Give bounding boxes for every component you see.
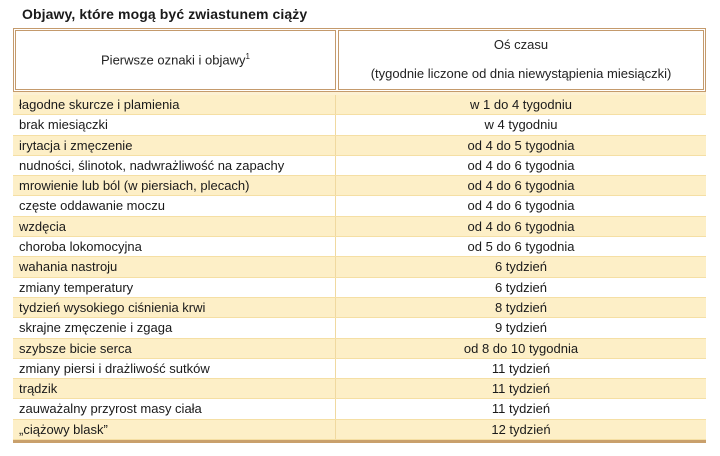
symptom-cell: brak miesiączki bbox=[13, 115, 336, 134]
timeline-cell: od 4 do 6 tygodnia bbox=[467, 218, 575, 234]
table-row bbox=[13, 237, 706, 257]
timeline-cell: od 4 do 6 tygodnia bbox=[467, 198, 575, 214]
timeline-cell: 6 tydzień bbox=[494, 259, 548, 275]
header-timeline-title: Oś czasu bbox=[493, 37, 549, 52]
timeline-cell: od 4 do 5 tygodnia bbox=[467, 137, 575, 153]
table-row bbox=[13, 257, 706, 277]
table-row bbox=[13, 156, 706, 176]
timeline-cell: 11 tydzień bbox=[491, 360, 551, 376]
timeline-cell: 11 tydzień bbox=[491, 401, 551, 417]
symptom-cell: choroba lokomocyjna bbox=[13, 237, 336, 256]
footnote-marker: 1 bbox=[245, 52, 250, 62]
table-row bbox=[13, 95, 706, 115]
timeline-cell: od 4 do 6 tygodnia bbox=[467, 157, 575, 173]
table-header bbox=[13, 28, 706, 92]
table-row bbox=[13, 196, 706, 216]
timeline-cell: 6 tydzień bbox=[494, 279, 548, 295]
symptom-cell: „ciążowy blask” bbox=[13, 420, 336, 439]
symptom-cell: tydzień wysokiego ciśnienia krwi bbox=[13, 298, 336, 317]
timeline-cell: 11 tydzień bbox=[491, 381, 551, 397]
table-body bbox=[13, 95, 706, 443]
symptom-cell: nudności, ślinotok, nadwrażliwość na zapachy bbox=[13, 156, 336, 175]
table-row bbox=[13, 176, 706, 196]
timeline-cell: 9 tydzień bbox=[494, 320, 548, 336]
table-row bbox=[13, 217, 706, 237]
timeline-cell: w 1 do 4 tygodniu bbox=[470, 97, 572, 112]
timeline-cell: od 8 do 10 tygodnia bbox=[463, 340, 579, 356]
timeline-cell: 8 tydzień bbox=[494, 299, 548, 315]
table-row bbox=[13, 420, 706, 440]
symptom-cell: zauważalny przyrost masy ciała bbox=[13, 399, 336, 418]
header-timeline-subtitle: (tygodnie liczone od dnia niewystąpienia miesiączki) bbox=[370, 66, 672, 81]
symptom-cell: wahania nastroju bbox=[13, 257, 336, 276]
timeline-cell: w 4 tygodniu bbox=[484, 117, 558, 133]
symptom-cell: zmiany temperatury bbox=[13, 278, 336, 297]
header-timeline bbox=[338, 30, 704, 90]
symptom-cell: szybsze bicie serca bbox=[13, 339, 336, 358]
header-symptoms-text: Pierwsze oznaki i objawy bbox=[101, 52, 246, 68]
table-row bbox=[13, 298, 706, 318]
timeline-cell: od 4 do 6 tygodnia bbox=[467, 178, 575, 194]
table-row bbox=[13, 379, 706, 399]
table-row bbox=[13, 115, 706, 135]
symptom-cell: mrowienie lub ból (w piersiach, plecach) bbox=[13, 176, 336, 195]
symptoms-table bbox=[13, 28, 706, 443]
symptom-cell: zmiany piersi i drażliwość sutków bbox=[13, 359, 336, 378]
header-symptoms-label bbox=[101, 52, 250, 67]
symptom-cell: irytacja i zmęczenie bbox=[13, 136, 336, 155]
symptom-cell: wzdęcia bbox=[13, 217, 336, 236]
symptom-cell: trądzik bbox=[13, 379, 336, 398]
symptom-cell: łagodne skurcze i plamienia bbox=[13, 95, 336, 114]
table-row bbox=[13, 399, 706, 419]
timeline-cell: 12 tydzień bbox=[491, 421, 551, 437]
header-symptoms bbox=[15, 30, 336, 90]
table-row bbox=[13, 278, 706, 298]
table-title: Objawy, które mogą być zwiastunem ciąży bbox=[22, 6, 308, 22]
symptom-cell: częste oddawanie moczu bbox=[13, 196, 336, 215]
table-row bbox=[13, 339, 706, 359]
table-row bbox=[13, 136, 706, 156]
table-row bbox=[13, 359, 706, 379]
table-row bbox=[13, 318, 706, 338]
symptom-cell: skrajne zmęczenie i zgaga bbox=[13, 318, 336, 337]
timeline-cell: od 5 do 6 tygodnia bbox=[467, 239, 575, 255]
